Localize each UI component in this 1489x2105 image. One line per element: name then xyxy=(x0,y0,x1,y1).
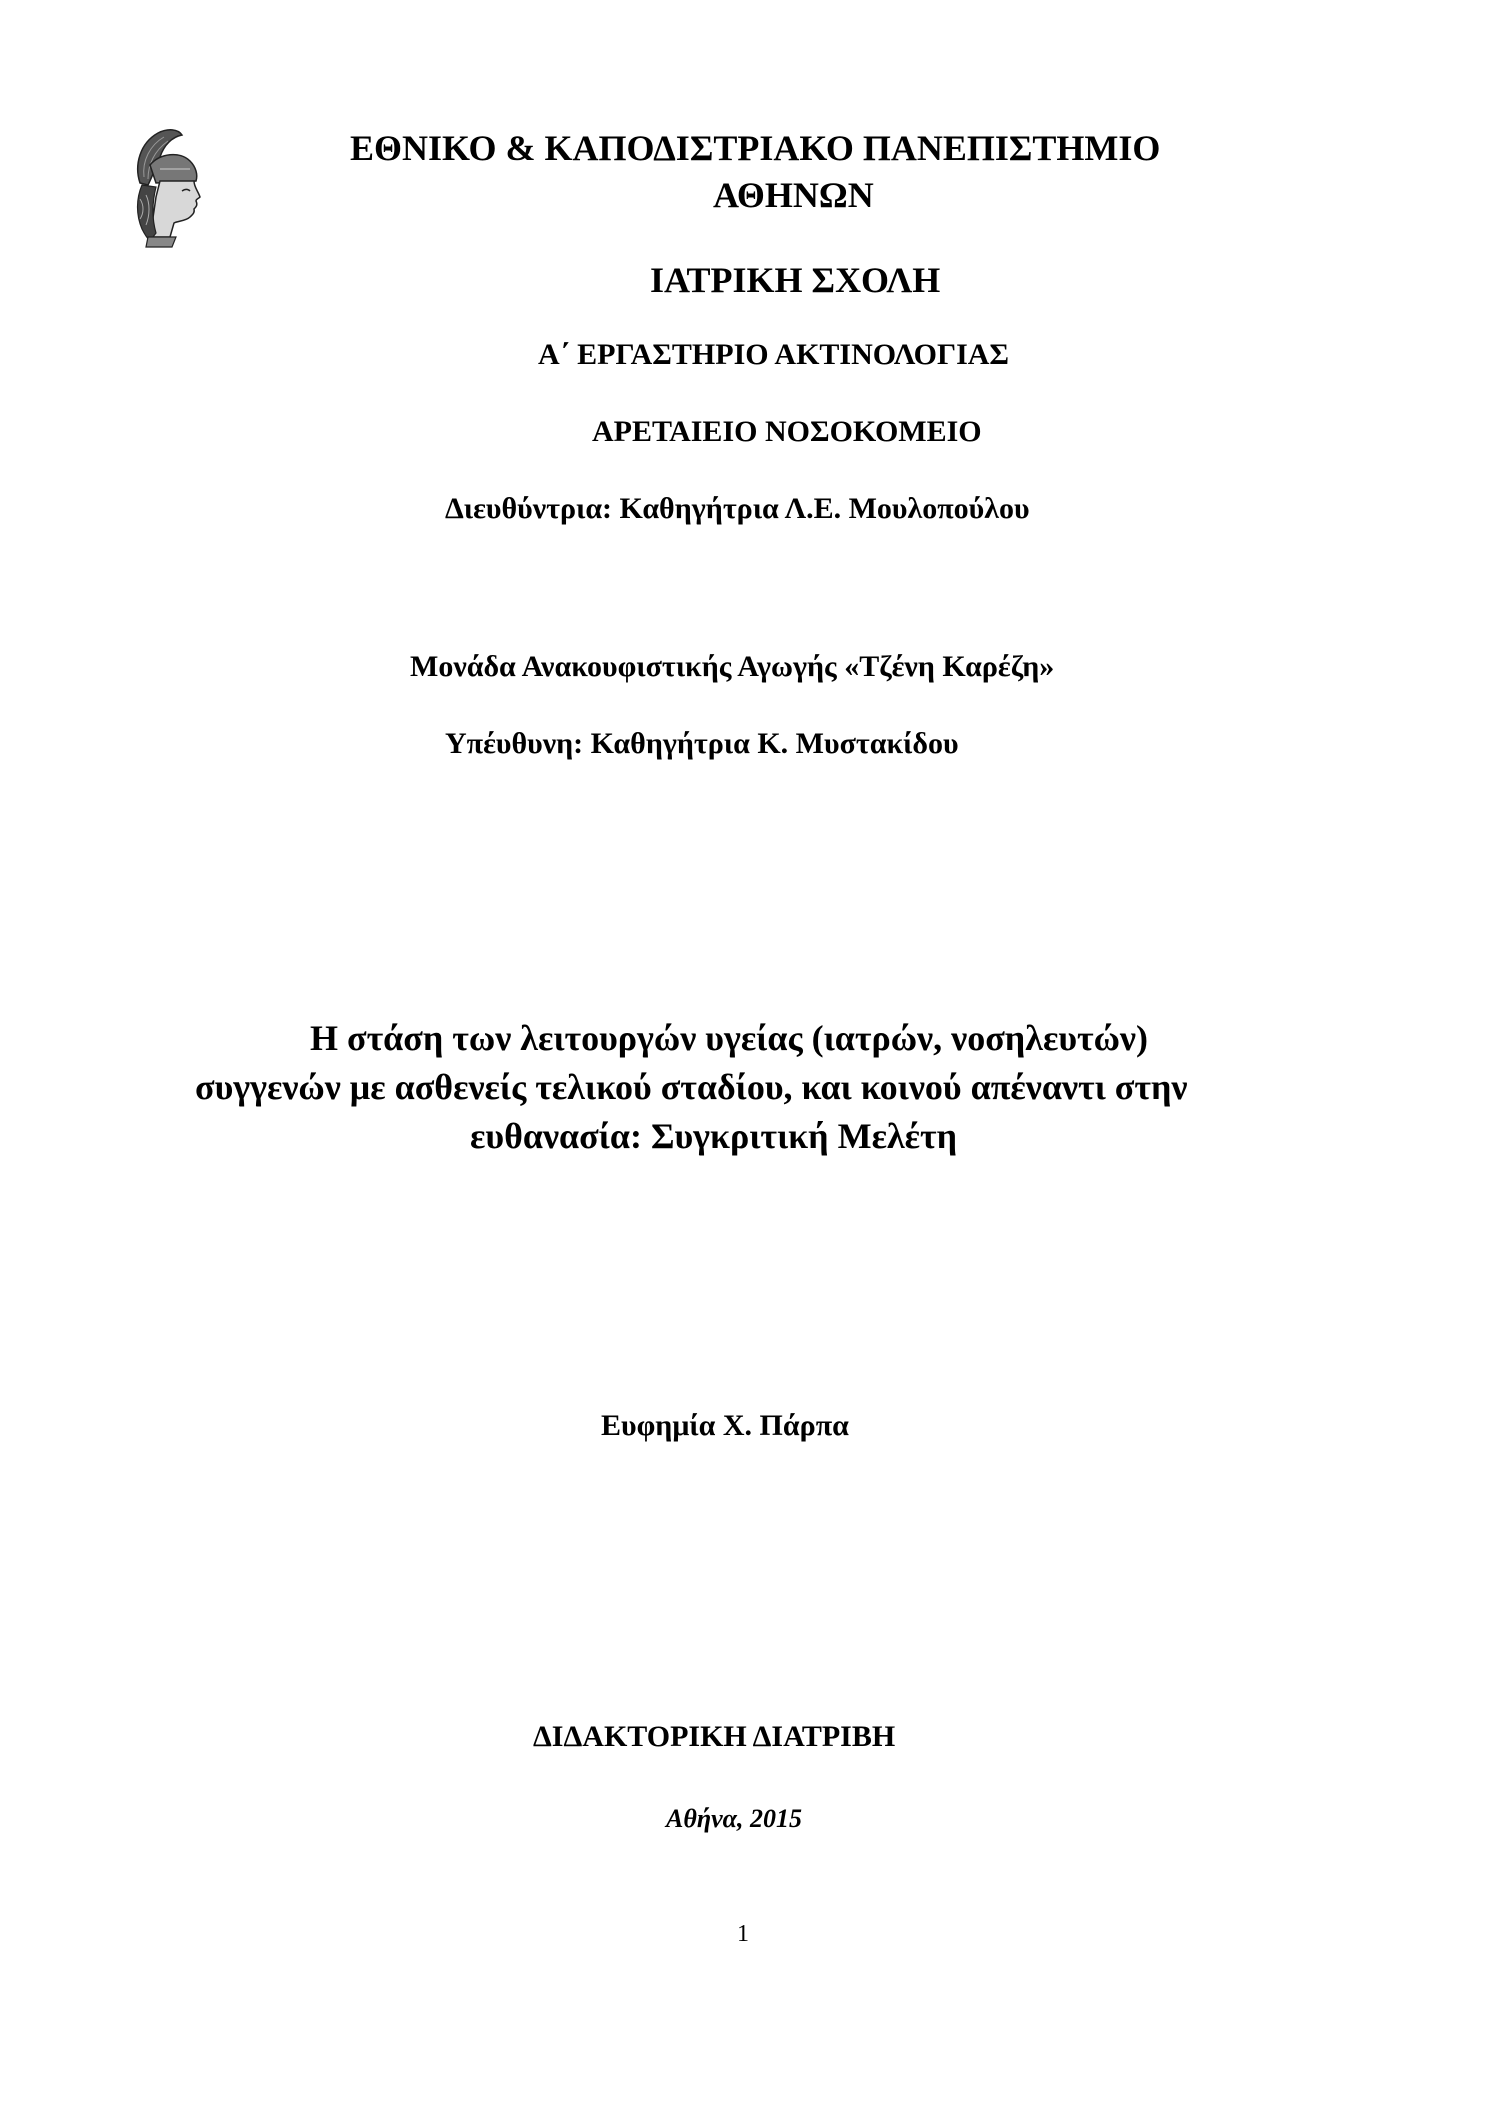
document-type: ΔΙΔΑΚΤΟΡΙΚΗ ΔΙΑΤΡΙΒΗ xyxy=(533,1720,896,1753)
thesis-title-line1: Η στάση των λειτουργών υγείας (ιατρών, νοσηλευτών) xyxy=(310,1018,1148,1058)
thesis-title-line2: συγγενών με ασθενείς τελικού σταδίου, και κοινού απέναντι στην xyxy=(195,1067,1188,1107)
place-date: Αθήνα, 2015 xyxy=(666,1804,803,1833)
university-name-line2: ΑΘΗΝΩΝ xyxy=(713,175,874,215)
school-name: ΙΑΤΡΙΚΗ ΣΧΟΛΗ xyxy=(650,260,941,300)
unit-head-line: Υπέυθυνη: Καθηγήτρια Κ. Μυστακίδου xyxy=(445,727,959,760)
author-name: Ευφημία Χ. Πάρπα xyxy=(601,1409,849,1442)
director-line: Διευθύντρια: Καθηγήτρια Λ.Ε. Μουλοπούλου xyxy=(445,492,1030,525)
unit-name: Μονάδα Ανακουφιστικής Αγωγής «Τζένη Καρέζη» xyxy=(410,650,1055,683)
thesis-title-line3: ευθανασία: Συγκριτική Μελέτη xyxy=(470,1116,958,1156)
page-number: 1 xyxy=(737,1921,749,1947)
athena-head-logo-icon xyxy=(120,125,210,250)
university-name-line1: ΕΘΝΙΚΟ & ΚΑΠΟΔΙΣΤΡΙΑΚΟ ΠΑΝΕΠΙΣΤΗΜΙΟ xyxy=(350,128,1161,168)
laboratory-name: Α΄ ΕΡΓΑΣΤΗΡΙΟ ΑΚΤΙΝΟΛΟΓΙΑΣ xyxy=(538,338,1010,371)
hospital-name: ΑΡΕΤΑΙΕΙΟ ΝΟΣΟΚΟΜΕΙΟ xyxy=(592,415,982,448)
